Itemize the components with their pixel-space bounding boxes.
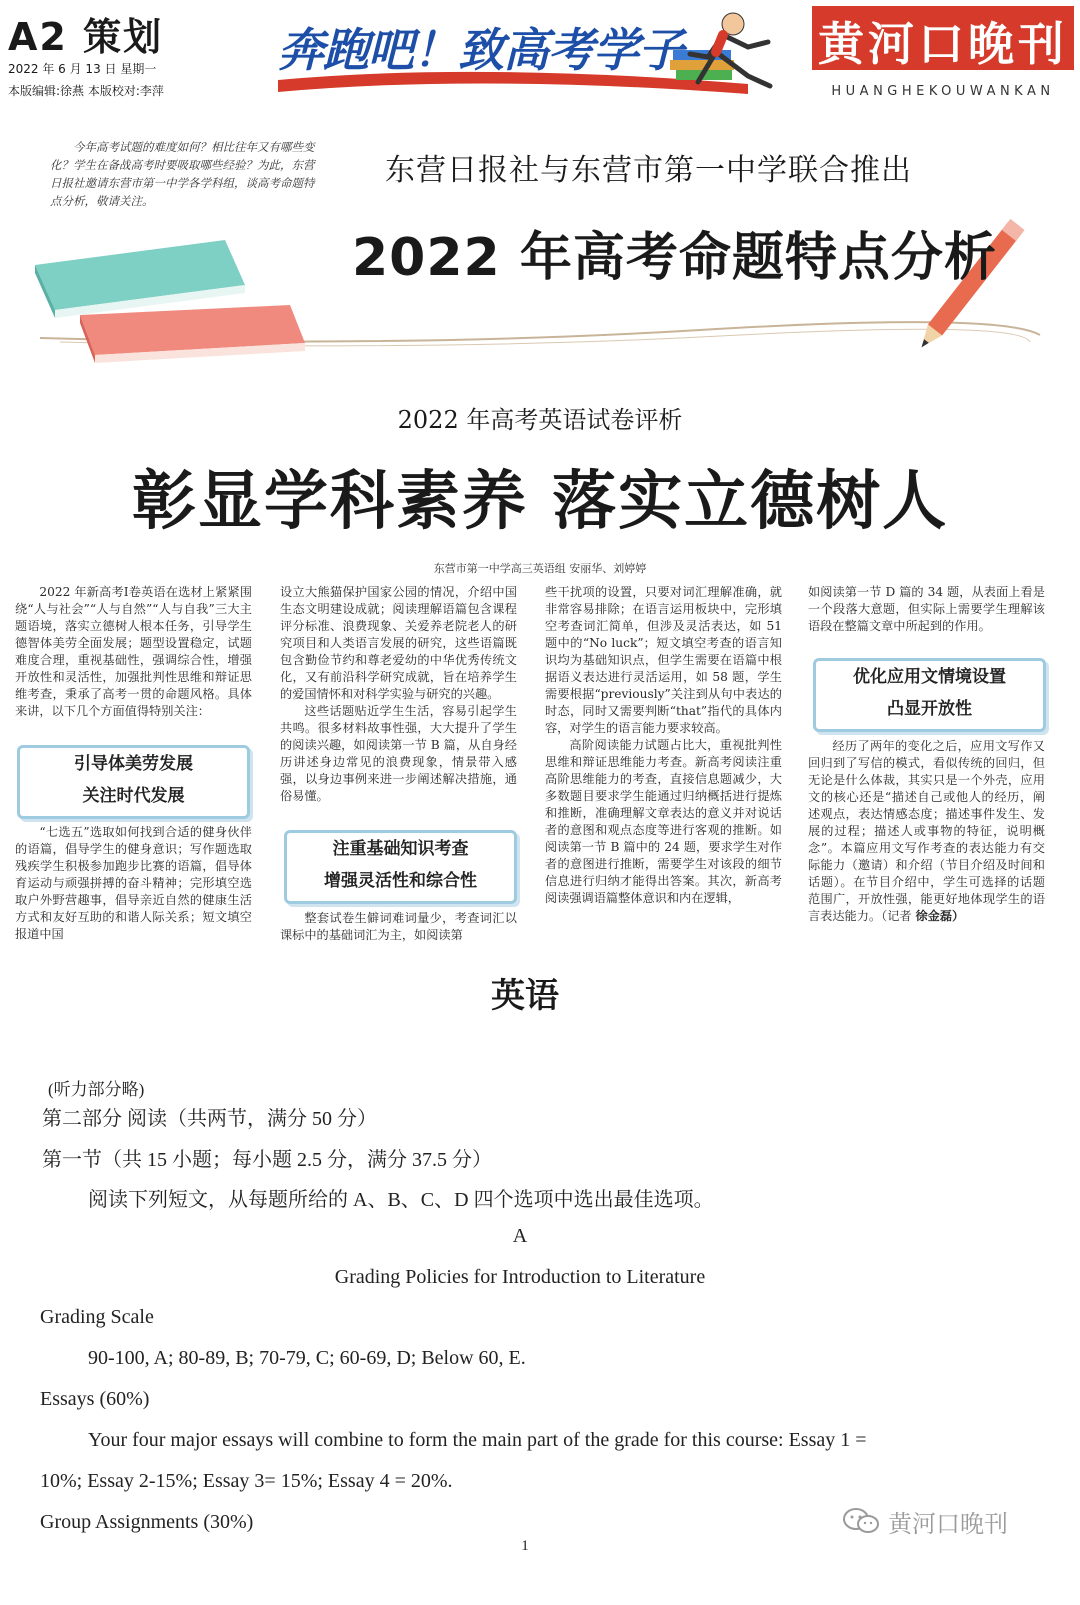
slogan: 奔跑吧！致高考学子	[278, 23, 683, 77]
article-column-3	[545, 584, 782, 907]
callout-line: 增强灵活性和综合性	[324, 871, 477, 891]
grading-scale-heading: Grading Scale	[40, 1306, 154, 1328]
passage-letter: A	[512, 1225, 528, 1247]
part-heading: 第二部分 阅读（共两节，满分 50 分）	[42, 1108, 377, 1130]
article-headline: 彰显学科素养 落实立德树人	[131, 465, 949, 539]
listening-note: (听力部分略)	[48, 1080, 145, 1099]
article-paragraph: 整套试卷生僻词难词量少，考查词汇以课标中的基础词汇为主，如阅读第	[280, 911, 517, 942]
article-paragraph: “七选五”选取如何找到合适的健身伙伴的语篇，倡导学生的健身意识；写作题选取残疾学生积极参加跑步比赛的语篇，倡导体育运动与顽强拼搏的奋斗精神；完形填空选取户外野营趣事，倡导亲近自然的健康生活方式和友好互助的和谐人际关系；短文填空报道中国	[15, 825, 252, 941]
grading-scale-text: 90-100, A; 80-89, B; 70-79, C; 60-69, D; Below 60, E.	[88, 1347, 526, 1369]
page-number: 1	[521, 1538, 529, 1554]
article-column-4b	[808, 738, 1045, 925]
exam-title: 英语	[491, 976, 559, 1016]
callout-line: 优化应用文情境设置	[853, 667, 1006, 687]
article-column-1	[15, 584, 252, 720]
series-title: 2022 年高考命题特点分析	[352, 228, 997, 288]
callout-line: 引导体美劳发展	[74, 754, 193, 774]
essays-text: 10%; Essay 2-15%; Essay 3= 15%; Essay 4 = 20%.	[40, 1470, 453, 1492]
section-heading: 第一节（共 15 小题；每小题 2.5 分，满分 37.5 分）	[42, 1149, 492, 1171]
passage-title: Grading Policies for Introduction to Literature	[334, 1266, 706, 1288]
books-illustration	[20, 225, 310, 365]
article-paragraph: 2022 年新高考Ⅰ卷英语在选材上紧紧围绕“人与社会”“人与自然”“人与自我”三大主题语境，落实立德树人根本任务，引导学生德智体美劳全面发展；题型设置稳定，试题难度合理，重视基础性，强调综合性，增强开放性和灵活性，加强批判性思维和辩证思维考查，秉承了高考一贯的命题风格。具体来讲，以下几个方面值得特别关注：	[15, 585, 252, 718]
group-assignments-heading: Group Assignments (30%)	[40, 1511, 254, 1533]
intro-note: 今年高考试题的难度如何？相比往年又有哪些变化？学生在备战高考时要吸取哪些经验？为此，东营日报社邀请东营市第一中学各学科组，谈高考命题特点分析，敬请关注。	[50, 140, 315, 208]
article-column-1b	[15, 824, 252, 943]
article-paragraph: 设立大熊猫保护国家公园的情况，介绍中国生态文明建设成就；阅读理解语篇包含课程评分标准、浪费现象、关爱养老院老人的研究项目和人类语言发展的研究，这些语篇既包含勤俭节约和尊老爱幼的中华优秀传统文化，又有前沿科学研究成就，旨在培养学生的爱国情怀和对科学实验与研究的兴趣。	[280, 585, 517, 701]
watermark: 黄河口晚刊	[888, 1510, 1008, 1538]
essays-heading: Essays (60%)	[40, 1388, 150, 1410]
article-paragraph: 如阅读第一节 D 篇的 34 题，从表面上看是一个段落大意题，但实际上需要学生理解该语段在整篇文章中所起到的作用。	[808, 585, 1045, 633]
article-column-2	[280, 584, 517, 805]
essays-text: Your four major essays will combine to form the main part of the grade for this course: Essay 1 =	[88, 1429, 867, 1451]
newspaper-logo-pinyin: HUANGHEKOUWANKAN	[831, 84, 1055, 99]
article-byline: 东营市第一中学高三英语组 安丽华、刘婷婷	[433, 562, 647, 575]
article-paragraph: 这些话题贴近学生生活，容易引起学生共鸣。很多材料故事性强，大大提升了学生的阅读兴趣，如阅读第一节 B 篇，从自身经历讲述身边常见的浪费现象，情景带入感强，以身边事例来进一步阐述解决措施，通俗易懂。	[280, 704, 517, 803]
wechat-icon	[842, 1506, 882, 1536]
article-paragraph-text: 经历了两年的变化之后，应用文写作又回归到了写信的模式，看似传统的回归，但无论是什么体裁，其实只是一个外壳，应用文的核心还是“描述自己或他人的经历，阐述观点，表达情感态度；描述事件发生、发展的过程；描述人或事物的特征，说明概念”。本篇应用文写作考查的表达能力有交际能力（邀请）和介绍（节目介绍及时间和话题）。在节目介绍中，学生可选择的话题范围广，开放性强，能更好地体现学生的语言表达能力。（记者	[808, 739, 1045, 923]
callout-line: 注重基础知识考查	[332, 839, 469, 859]
article-paragraph: 高阶阅读能力试题占比大，重视批判性思维和辩证思维能力考查。新高考阅读注重高阶思维能力的考查，直接信息题减少，大多数题目要求学生能通过归纳概括进行提炼和推断，准确理解文章表达的意义并对说话者的意图和观点态度等进行客观的推断。如阅读第一节 B 篇中的 24 题，要求学生对作者的意图进行推断，需要学生对该段的细节信息进行归纳才能得出答案。其次，新高考阅读强调语篇整体意识和内在逻辑，	[545, 738, 782, 905]
article-column-4	[808, 584, 1045, 635]
article-paragraph	[808, 738, 1045, 925]
reporter-name: 徐金磊）	[915, 909, 965, 923]
instructions: 阅读下列短文，从每题所给的 A、B、C、D 四个选项中选出最佳选项。	[88, 1189, 714, 1211]
callout-box	[17, 745, 250, 819]
callout-line: 凸显开放性	[887, 699, 972, 719]
callout-box	[813, 658, 1046, 732]
article-paragraph: 些干扰项的设置，只要对词汇理解准确，就非常容易排除；在语言运用板块中，完形填空考查词汇简单，但涉及灵活表达，如 51 题中的“No luck”；短文填空考查的语言知识均为基础知识点，但学生需要在语篇中根据语义表达进行灵活运用，如 58 题，学生需要根据“previously”关注到从句中表达的时态，同时又需要判断“that”指代的具体内容，对学生的语言能力要求较高。	[545, 585, 782, 735]
callout-box	[284, 830, 517, 904]
issue-date: 2022 年 6 月 13 日 星期一	[8, 62, 157, 76]
article-column-2b	[280, 910, 517, 944]
callout-line: 关注时代发展	[82, 786, 185, 806]
editors-line: 本版编辑:徐燕 本版校对:李萍	[8, 84, 164, 98]
article-kicker: 2022 年高考英语试卷评析	[397, 406, 683, 434]
newspaper-logo: 黄河口晚刊	[818, 17, 1068, 71]
page-label: A2 策划	[8, 15, 164, 59]
series-subtitle: 东营日报社与东营市第一中学联合推出	[385, 153, 912, 188]
